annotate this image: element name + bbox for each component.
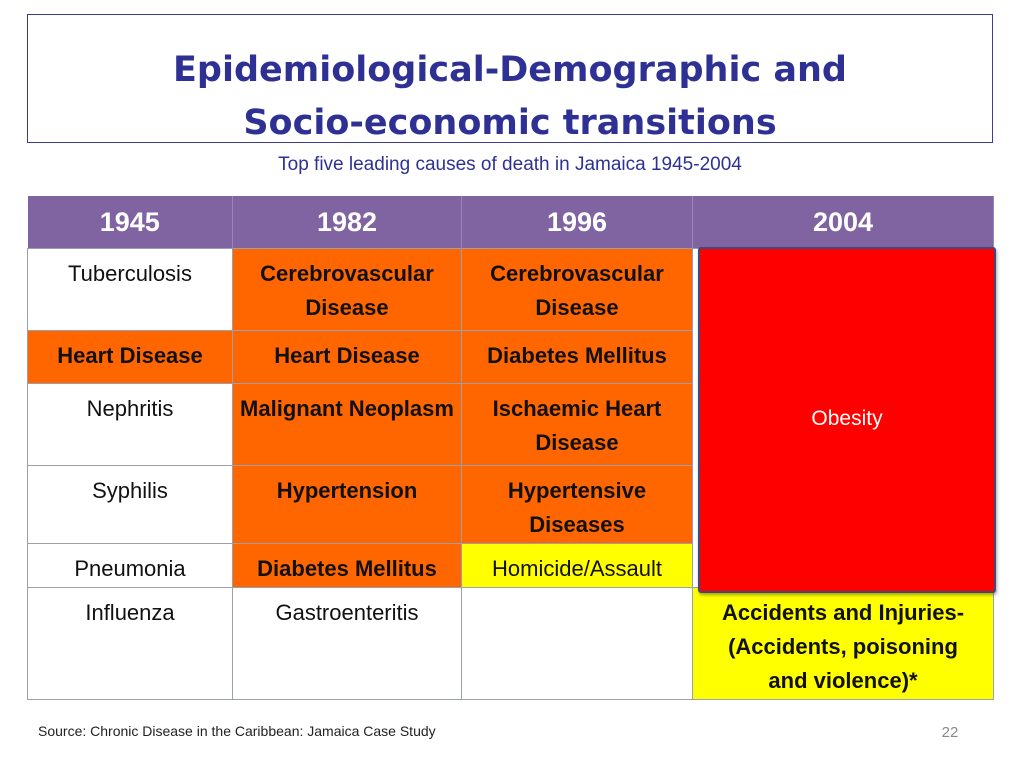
cell-1945-rank4: Syphilis [28, 466, 233, 544]
slide-title [27, 44, 993, 150]
source-note: Source: Chronic Disease in the Caribbean: Jamaica Case Study [38, 723, 436, 739]
cell-1945-rank5: Pneumonia [28, 544, 233, 588]
cell-1945-rank6: Influenza [28, 588, 233, 700]
cell-1996-rank5: Homicide/Assault [462, 544, 693, 588]
header-1996: 1996 [462, 196, 693, 249]
cell-1982-rank5: Diabetes Mellitus [233, 544, 462, 588]
cell-1945-rank3: Nephritis [28, 384, 233, 466]
cell-1982-rank2: Heart Disease [233, 331, 462, 384]
header-1945: 1945 [28, 196, 233, 249]
cell-1982-rank4: Hypertension [233, 466, 462, 544]
cell-1996-rank2: Diabetes Mellitus [462, 331, 693, 384]
cell-2004-accidents: Accidents and Injuries- (Accidents, poisoning and violence)* [693, 588, 994, 700]
cell-1945-rank1: Tuberculosis [28, 249, 233, 331]
obesity-label: Obesity [811, 407, 883, 430]
title-line-1: Epidemiological-Demographic and [173, 50, 847, 90]
cell-1996-rank3: Ischaemic Heart Disease [462, 384, 693, 466]
header-row [28, 196, 994, 249]
obesity-callout [698, 247, 996, 593]
cell-1996-rank4: Hypertensive Diseases [462, 466, 693, 544]
cell-1982-rank3: Malignant Neoplasm [233, 384, 462, 466]
title-line-2: Socio-economic transitions [243, 103, 777, 143]
page-number: 22 [941, 724, 959, 741]
cell-1982-rank6: Gastroenteritis [233, 588, 462, 700]
cell-1982-rank1: Cerebrovascular Disease [233, 249, 462, 331]
cell-1996-rank6 [462, 588, 693, 700]
cell-1945-rank2: Heart Disease [28, 331, 233, 384]
slide-subtitle: Top five leading causes of death in Jamaica 1945-2004 [278, 154, 742, 175]
cell-1996-rank1: Cerebrovascular Disease [462, 249, 693, 331]
table-row [28, 588, 994, 700]
header-1982: 1982 [233, 196, 462, 249]
header-2004: 2004 [693, 196, 994, 249]
